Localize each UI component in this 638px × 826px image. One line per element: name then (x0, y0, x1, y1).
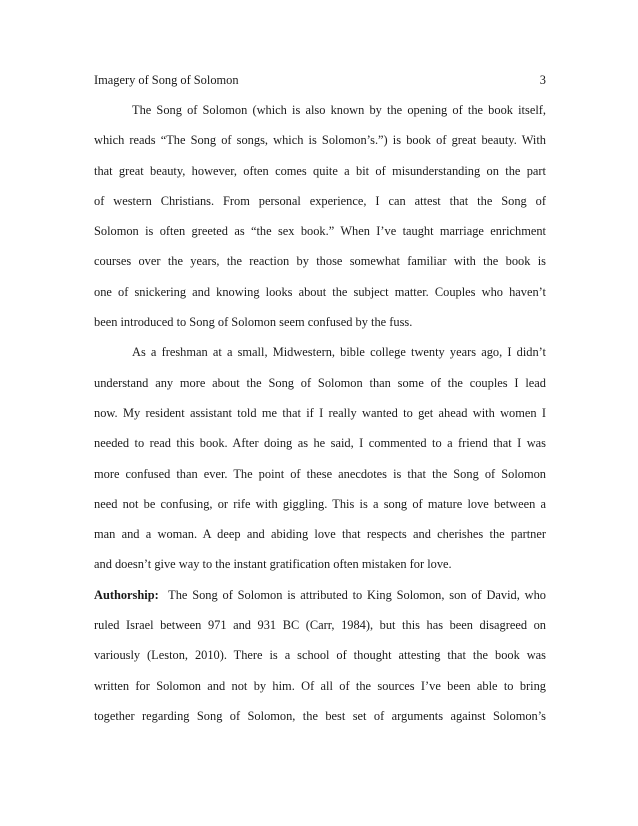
text-line: ruled Israel between 971 and 931 BC (Carr, 1984), but this has been disagreed on (94, 618, 546, 633)
text-line: of western Christians. From personal experience, I can attest that the Song of (94, 193, 546, 208)
body-text (94, 102, 546, 738)
text-line: now. My resident assistant told me that if I really wanted to get ahead with women I (94, 405, 546, 420)
text-line: that great beauty, however, often comes quite a bit of misunderstanding on the part (94, 163, 546, 178)
text-line: written for Solomon and not by him. Of all of the sources I’ve been able to bring (94, 678, 546, 693)
text-line: together regarding Song of Solomon, the best set of arguments against Solomon’s (94, 708, 546, 723)
text-line: needed to read this book. After doing as he said, I commented to a friend that I was (94, 436, 546, 451)
text-line: which reads “The Song of songs, which is Solomon’s.”) is book of great beauty. With (94, 133, 546, 148)
text-line: one of snickering and knowing looks about the subject matter. Couples who haven’t (94, 284, 546, 299)
authorship-line (94, 587, 546, 617)
text-line: As a freshman at a small, Midwestern, bible college twenty years ago, I didn’t (132, 345, 546, 360)
text-line: Solomon is often greeted as “the sex book.” When I’ve taught marriage enrichment (94, 224, 546, 239)
text-line: courses over the years, the reaction by those somewhat familiar with the book is (94, 254, 546, 269)
page-number: 3 (539, 73, 546, 87)
text-line: need not be confusing, or rife with giggling. This is a song of mature love between a (94, 496, 546, 511)
text-line: The Song of Solomon (which is also known by the opening of the book itself, (132, 103, 546, 117)
authorship-heading: Authorship: (94, 587, 159, 602)
authorship-line-text: The Song of Solomon is attributed to King Solomon, son of David, who (168, 587, 546, 602)
running-title: Imagery of Song of Solomon (94, 73, 239, 87)
text-line: been introduced to Song of Solomon seem confused by the fuss. (94, 315, 413, 330)
running-head (94, 72, 546, 88)
text-line: more confused than ever. The point of these anecdotes is that the Song of Solomon (94, 466, 546, 481)
text-line: man and a woman. A deep and abiding love that respects and cherishes the partner (94, 527, 546, 542)
text-line: variously (Leston, 2010). There is a school of thought attesting that the book was (94, 648, 546, 663)
text-line: and doesn’t give way to the instant gratification often mistaken for love. (94, 557, 452, 572)
text-line: understand any more about the Song of Solomon than some of the couples I lead (94, 375, 546, 390)
